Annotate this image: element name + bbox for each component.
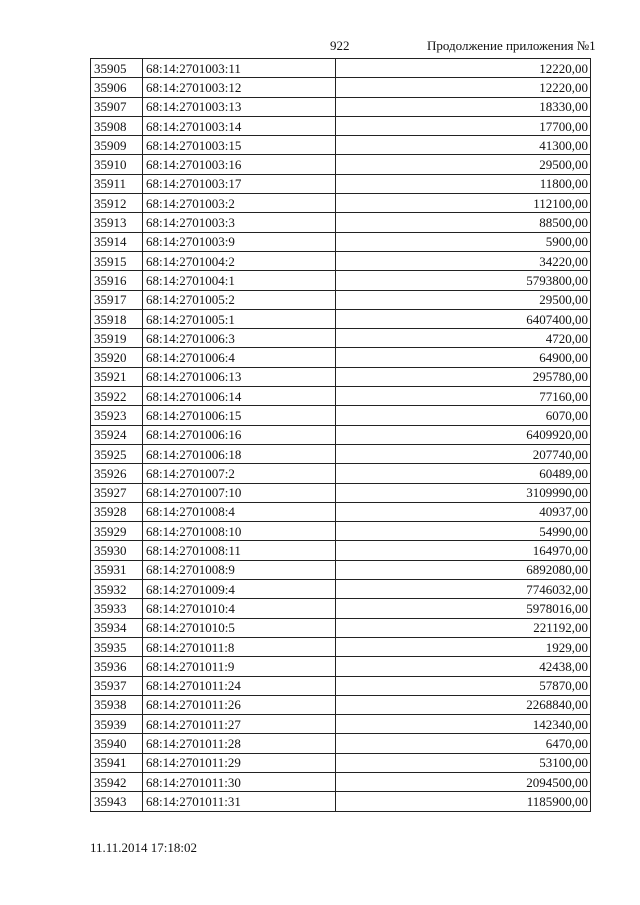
- cadastral-number: 68:14:2701004:1: [143, 271, 336, 290]
- cadastral-value: 5793800,00: [336, 271, 591, 290]
- row-index: 35936: [91, 657, 143, 676]
- table-row: [91, 560, 591, 579]
- row-index: 35923: [91, 406, 143, 425]
- table-row: [91, 657, 591, 676]
- cadastral-number: 68:14:2701008:9: [143, 560, 336, 579]
- table-row: [91, 406, 591, 425]
- cadastral-number: 68:14:2701011:28: [143, 734, 336, 753]
- table-row: [91, 425, 591, 444]
- table-row: [91, 174, 591, 193]
- row-index: 35929: [91, 522, 143, 541]
- table-row: [91, 59, 591, 78]
- row-index: 35931: [91, 560, 143, 579]
- cadastral-value: 295780,00: [336, 367, 591, 386]
- table-row: [91, 213, 591, 232]
- row-index: 35916: [91, 271, 143, 290]
- footer-timestamp: 11.11.2014 17:18:02: [90, 840, 198, 855]
- table-row: [91, 116, 591, 135]
- table-row: [91, 502, 591, 521]
- row-index: 35919: [91, 329, 143, 348]
- table-row: [91, 387, 591, 406]
- row-index: 35911: [91, 174, 143, 193]
- table-row: [91, 329, 591, 348]
- cadastral-number: 68:14:2701006:4: [143, 348, 336, 367]
- row-index: 35909: [91, 136, 143, 155]
- cadastral-value: 41300,00: [336, 136, 591, 155]
- cadastral-value: 12220,00: [336, 59, 591, 78]
- cadastral-value: 64900,00: [336, 348, 591, 367]
- cadastral-value: 34220,00: [336, 251, 591, 270]
- cadastral-value: 42438,00: [336, 657, 591, 676]
- cadastral-value: 2268840,00: [336, 695, 591, 714]
- cadastral-number: 68:14:2701003:11: [143, 59, 336, 78]
- table-row: [91, 444, 591, 463]
- cadastral-number: 68:14:2701006:13: [143, 367, 336, 386]
- cadastral-value: 1929,00: [336, 637, 591, 656]
- table-row: [91, 464, 591, 483]
- table-row: [91, 251, 591, 270]
- cadastral-value: 57870,00: [336, 676, 591, 695]
- cadastral-number: 68:14:2701011:31: [143, 792, 336, 811]
- row-index: 35921: [91, 367, 143, 386]
- cadastral-value: 18330,00: [336, 97, 591, 116]
- table-row: [91, 136, 591, 155]
- row-index: 35922: [91, 387, 143, 406]
- table-row: [91, 232, 591, 251]
- cadastral-number: 68:14:2701003:16: [143, 155, 336, 174]
- cadastral-value: 164970,00: [336, 541, 591, 560]
- cadastral-number: 68:14:2701011:30: [143, 772, 336, 791]
- cadastral-number: 68:14:2701011:9: [143, 657, 336, 676]
- cadastral-value: 3109990,00: [336, 483, 591, 502]
- row-index: 35920: [91, 348, 143, 367]
- cadastral-number: 68:14:2701003:17: [143, 174, 336, 193]
- row-index: 35927: [91, 483, 143, 502]
- table-row: [91, 772, 591, 791]
- cadastral-number: 68:14:2701005:2: [143, 290, 336, 309]
- row-index: 35938: [91, 695, 143, 714]
- cadastral-number: 68:14:2701009:4: [143, 580, 336, 599]
- cadastral-number: 68:14:2701003:14: [143, 116, 336, 135]
- cadastral-number: 68:14:2701010:5: [143, 618, 336, 637]
- row-index: 35918: [91, 309, 143, 328]
- row-index: 35907: [91, 97, 143, 116]
- cadastral-value: 207740,00: [336, 444, 591, 463]
- cadastral-number: 68:14:2701008:4: [143, 502, 336, 521]
- cadastral-number: 68:14:2701011:26: [143, 695, 336, 714]
- table-row: [91, 618, 591, 637]
- cadastral-number: 68:14:2701003:3: [143, 213, 336, 232]
- row-index: 35908: [91, 116, 143, 135]
- table-row: [91, 541, 591, 560]
- table-row: [91, 309, 591, 328]
- row-index: 35942: [91, 772, 143, 791]
- cadastral-number: 68:14:2701006:15: [143, 406, 336, 425]
- row-index: 35933: [91, 599, 143, 618]
- table-row: [91, 599, 591, 618]
- table-row: [91, 348, 591, 367]
- table-row: [91, 580, 591, 599]
- cadastral-number: 68:14:2701007:10: [143, 483, 336, 502]
- row-index: 35941: [91, 753, 143, 772]
- cadastral-value: 88500,00: [336, 213, 591, 232]
- cadastral-number: 68:14:2701003:13: [143, 97, 336, 116]
- cadastral-value: 12220,00: [336, 78, 591, 97]
- cadastral-value: 53100,00: [336, 753, 591, 772]
- cadastral-value: 29500,00: [336, 290, 591, 309]
- row-index: 35943: [91, 792, 143, 811]
- row-index: 35913: [91, 213, 143, 232]
- cadastral-value: 54990,00: [336, 522, 591, 541]
- cadastral-number: 68:14:2701006:18: [143, 444, 336, 463]
- table-row: [91, 715, 591, 734]
- cadastral-value: 112100,00: [336, 194, 591, 213]
- table-body: [91, 59, 591, 812]
- row-index: 35914: [91, 232, 143, 251]
- cadastral-number: 68:14:2701010:4: [143, 599, 336, 618]
- table-row: [91, 734, 591, 753]
- cadastral-value: 1185900,00: [336, 792, 591, 811]
- cadastral-number: 68:14:2701003:2: [143, 194, 336, 213]
- table-row: [91, 194, 591, 213]
- cadastral-value: 221192,00: [336, 618, 591, 637]
- row-index: 35926: [91, 464, 143, 483]
- table-row: [91, 637, 591, 656]
- cadastral-value: 4720,00: [336, 329, 591, 348]
- cadastral-number: 68:14:2701011:8: [143, 637, 336, 656]
- row-index: 35915: [91, 251, 143, 270]
- cadastral-number: 68:14:2701005:1: [143, 309, 336, 328]
- table-row: [91, 753, 591, 772]
- row-index: 35937: [91, 676, 143, 695]
- table-row: [91, 483, 591, 502]
- cadastral-value: 40937,00: [336, 502, 591, 521]
- row-index: 35935: [91, 637, 143, 656]
- continuation-note: Продолжение приложения №1: [427, 38, 596, 53]
- row-index: 35925: [91, 444, 143, 463]
- table-row: [91, 271, 591, 290]
- cadastral-value: 6409920,00: [336, 425, 591, 444]
- table-row: [91, 367, 591, 386]
- cadastral-number: 68:14:2701003:9: [143, 232, 336, 251]
- table-row: [91, 695, 591, 714]
- cadastral-number: 68:14:2701006:16: [143, 425, 336, 444]
- cadastral-value: 5978016,00: [336, 599, 591, 618]
- table-row: [91, 97, 591, 116]
- row-index: 35940: [91, 734, 143, 753]
- cadastral-value: 7746032,00: [336, 580, 591, 599]
- table-row: [91, 676, 591, 695]
- row-index: 35939: [91, 715, 143, 734]
- row-index: 35928: [91, 502, 143, 521]
- cadastral-number: 68:14:2701006:14: [143, 387, 336, 406]
- cadastral-value: 6470,00: [336, 734, 591, 753]
- cadastral-number: 68:14:2701006:3: [143, 329, 336, 348]
- cadastral-value: 29500,00: [336, 155, 591, 174]
- cadastral-value: 5900,00: [336, 232, 591, 251]
- cadastral-number: 68:14:2701003:12: [143, 78, 336, 97]
- row-index: 35905: [91, 59, 143, 78]
- cadastral-number: 68:14:2701011:24: [143, 676, 336, 695]
- table-row: [91, 78, 591, 97]
- cadastral-value-table: [90, 58, 591, 812]
- row-index: 35906: [91, 78, 143, 97]
- page-number: 922: [330, 38, 350, 53]
- cadastral-number: 68:14:2701003:15: [143, 136, 336, 155]
- cadastral-number: 68:14:2701008:11: [143, 541, 336, 560]
- cadastral-value: 2094500,00: [336, 772, 591, 791]
- table-row: [91, 290, 591, 309]
- cadastral-value: 60489,00: [336, 464, 591, 483]
- cadastral-value: 77160,00: [336, 387, 591, 406]
- cadastral-value: 17700,00: [336, 116, 591, 135]
- cadastral-number: 68:14:2701011:29: [143, 753, 336, 772]
- cadastral-value: 11800,00: [336, 174, 591, 193]
- cadastral-value: 6407400,00: [336, 309, 591, 328]
- cadastral-number: 68:14:2701011:27: [143, 715, 336, 734]
- cadastral-number: 68:14:2701004:2: [143, 251, 336, 270]
- cadastral-value: 142340,00: [336, 715, 591, 734]
- row-index: 35930: [91, 541, 143, 560]
- cadastral-value: 6070,00: [336, 406, 591, 425]
- cadastral-number: 68:14:2701007:2: [143, 464, 336, 483]
- row-index: 35917: [91, 290, 143, 309]
- row-index: 35912: [91, 194, 143, 213]
- table-row: [91, 522, 591, 541]
- table-row: [91, 792, 591, 811]
- row-index: 35934: [91, 618, 143, 637]
- table-row: [91, 155, 591, 174]
- row-index: 35932: [91, 580, 143, 599]
- cadastral-value: 6892080,00: [336, 560, 591, 579]
- cadastral-number: 68:14:2701008:10: [143, 522, 336, 541]
- row-index: 35924: [91, 425, 143, 444]
- row-index: 35910: [91, 155, 143, 174]
